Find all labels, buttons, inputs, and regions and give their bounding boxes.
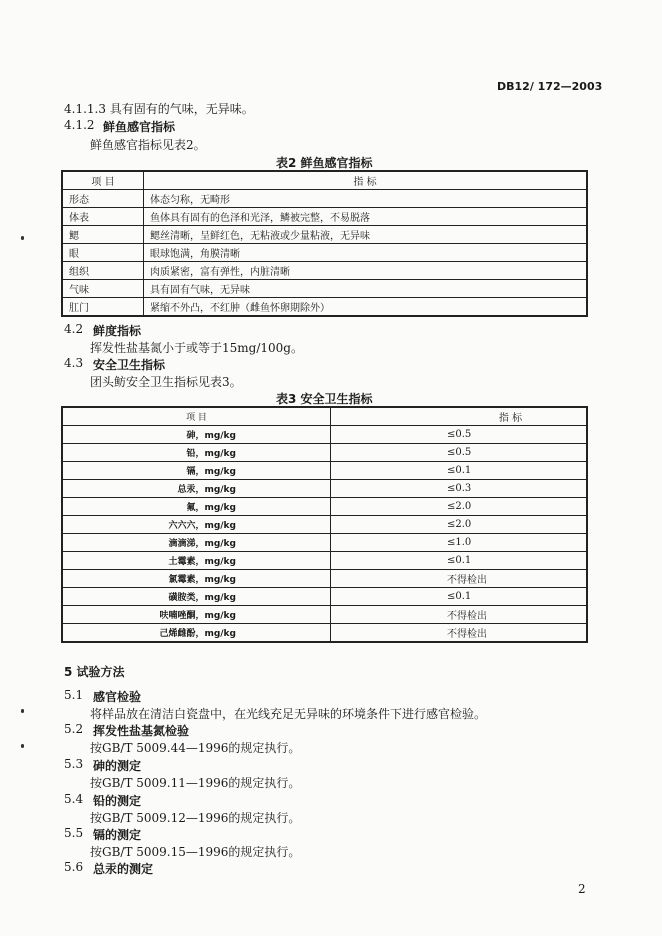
table-cell: ≤0.1 [331,552,588,570]
table-row [62,588,587,606]
table-cell: 土霉素，mg/kg [62,552,331,570]
table-row [62,426,587,444]
section-5-title: 5 试验方法 [64,665,125,679]
column-header-item: 项 目 [62,171,144,190]
table-cell: 体态匀称，无畸形 [144,190,588,208]
clause-4-1-2-number: 4.1.2 [64,118,95,132]
clause-5-4-title: 铅的测定 [93,794,142,808]
clause-4-2-text: 挥发性盐基氮小于或等于15mg/100g。 [90,341,303,355]
table-row [62,534,587,552]
table-row [62,280,587,298]
clause-5-2-text: 按GB/T 5009.44—1996的规定执行。 [90,741,301,755]
table-cell: 不得检出 [331,570,588,588]
table-row [62,208,587,226]
clause-4-3-number: 4.3 [64,356,84,370]
table-cell: 不得检出 [331,624,588,643]
clause-5-1-number: 5.1 [64,688,84,702]
table-cell: 紧缩不外凸，不红肿（雌鱼怀卵期除外） [144,298,588,317]
table-row [62,444,587,462]
table-cell: 镉，mg/kg [62,462,331,480]
table-cell: 鳃 [62,226,144,244]
clause-5-3-text: 按GB/T 5009.11—1996的规定执行。 [90,776,301,790]
table-cell: ≤2.0 [331,516,588,534]
table-cell: ≤0.1 [331,462,588,480]
table-cell: 铅，mg/kg [62,444,331,462]
table-cell: ≤0.5 [331,444,588,462]
clause-4-1-1-3: 4.1.1.3 具有固有的气味，无异味。 [64,102,254,116]
table-row [62,570,587,588]
clause-4-1-2-text: 鲜鱼感官指标见表2。 [90,138,206,152]
clause-5-5-text: 按GB/T 5009.15—1996的规定执行。 [90,845,301,859]
table-row [62,516,587,534]
table-cell: 不得检出 [331,606,588,624]
table-cell: 鳃丝清晰，呈鲜红色，无粘液或少量粘液，无异味 [144,226,588,244]
table-row [62,262,587,280]
clause-5-4-number: 5.4 [64,792,84,806]
page-number: 2 [578,882,586,896]
clause-5-6-title: 总汞的测定 [93,862,154,876]
table-cell: 气味 [62,280,144,298]
table-row [62,462,587,480]
table-cell: ≤0.5 [331,426,588,444]
doc-code: DB12/ 172—2003 [497,80,603,93]
clause-5-1-title: 感官检验 [93,690,142,704]
table-cell: 滴滴涕，mg/kg [62,534,331,552]
clause-5-3-number: 5.3 [64,757,84,771]
table3-safety [61,406,588,643]
column-header-indicator: 指 标 [331,407,588,426]
table-cell: 体表 [62,208,144,226]
table-cell: 组织 [62,262,144,280]
table-cell: ≤0.1 [331,588,588,606]
table-cell: 砷，mg/kg [62,426,331,444]
table-cell: 肛门 [62,298,144,317]
table-cell: 形态 [62,190,144,208]
table-cell: 眼球饱满，角膜清晰 [144,244,588,262]
table-row [62,624,587,643]
table-header-row [62,407,587,426]
table-cell: ≤1.0 [331,534,588,552]
table-cell: 六六六，mg/kg [62,516,331,534]
clause-4-3-text: 团头鲂安全卫生指标见表3。 [90,375,242,389]
table-row [62,244,587,262]
table-cell: 呋喃唑酮，mg/kg [62,606,331,624]
clause-5-6-number: 5.6 [64,860,84,874]
table-cell: 具有固有气味，无异味 [144,280,588,298]
table-cell: 鱼体具有固有的色泽和光泽，鳞被完整，不易脱落 [144,208,588,226]
table-cell: ≤0.3 [331,480,588,498]
table2-sensory [61,170,588,317]
clause-4-3-title: 安全卫生指标 [93,358,166,372]
scan-speck [21,744,24,748]
clause-4-1-2-title: 鲜鱼感官指标 [103,120,176,134]
clause-5-1-text: 将样品放在清洁白瓷盘中，在光线充足无异味的环境条件下进行感官检验。 [90,707,487,721]
table-cell: ≤2.0 [331,498,588,516]
clause-4-2-number: 4.2 [64,322,84,336]
scan-speck [21,236,24,240]
table-row [62,226,587,244]
column-header-indicator: 指 标 [144,171,588,190]
table-row [62,480,587,498]
table-row [62,190,587,208]
table-cell: 眼 [62,244,144,262]
clause-5-5-title: 镉的测定 [93,828,142,842]
table-header-row [62,171,587,190]
table-cell: 氟，mg/kg [62,498,331,516]
table-cell: 肉质紧密，富有弹性，内脏清晰 [144,262,588,280]
clause-4-2-title: 鲜度指标 [93,324,142,338]
clause-5-2-number: 5.2 [64,722,84,736]
table-row [62,298,587,317]
clause-5-3-title: 砷的测定 [93,759,142,773]
table-cell: 己烯雌酚，mg/kg [62,624,331,643]
table3-caption: 表3 安全卫生指标 [276,392,373,406]
table-row [62,606,587,624]
table-row [62,498,587,516]
table-cell: 总汞，mg/kg [62,480,331,498]
table-cell: 磺胺类，mg/kg [62,588,331,606]
clause-5-4-text: 按GB/T 5009.12—1996的规定执行。 [90,811,301,825]
scan-speck [21,709,24,713]
clause-5-5-number: 5.5 [64,826,84,840]
clause-5-2-title: 挥发性盐基氮检验 [93,724,190,738]
column-header-item: 项 目 [62,407,331,426]
table-cell: 氯霉素，mg/kg [62,570,331,588]
table-row [62,552,587,570]
table2-caption: 表2 鲜鱼感官指标 [276,156,373,170]
